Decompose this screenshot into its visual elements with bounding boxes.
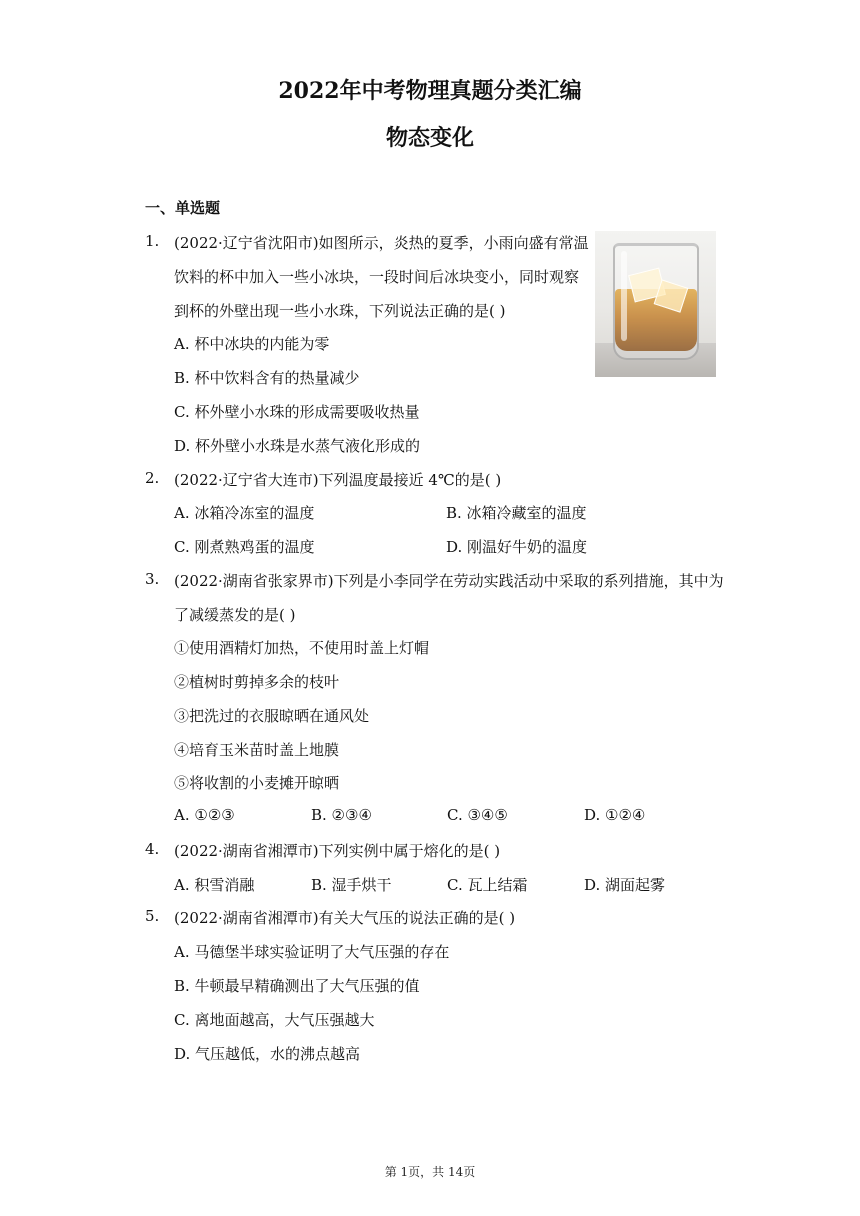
question-number: 1. [145, 232, 160, 250]
question-text-line: 饮料的杯中加入一些小冰块，一段时间后冰块变小，同时观察 [174, 268, 580, 286]
question-text-line: (2022·辽宁省大连市)下列温度最接近 4℃的是( ) [174, 471, 502, 489]
option-d: D. 湖面起雾 [584, 876, 666, 894]
option-c: C. ③④⑤ [447, 806, 508, 824]
option-c: C. 刚煮熟鸡蛋的温度 [174, 538, 315, 556]
question-number: 5. [145, 907, 160, 925]
section-title: 一、单选题 [145, 199, 221, 217]
option-b: B. ②③④ [311, 806, 372, 824]
question-text-line: (2022·辽宁省沈阳市)如图所示，炎热的夏季，小雨向盛有常温 [174, 234, 589, 252]
list-item: ①使用酒精灯加热，不使用时盖上灯帽 [174, 639, 430, 657]
option-a: A. 积雪消融 [174, 876, 255, 894]
question-text-line: (2022·湖南省张家界市)下列是小李同学在劳动实践活动中采取的系列措施，其中为 [174, 572, 724, 590]
option-d: D. 刚温好牛奶的温度 [446, 538, 588, 556]
question-text-line: (2022·湖南省湘潭市)有关大气压的说法正确的是( ) [174, 909, 516, 927]
option-d: D. 气压越低，水的沸点越高 [174, 1045, 361, 1063]
option-a: A. 马德堡半球实验证明了大气压强的存在 [174, 943, 450, 961]
page-title: 2022年中考物理真题分类汇编 [278, 78, 582, 104]
list-item: ③把洗过的衣服晾晒在通风处 [174, 707, 370, 725]
option-a: A. 杯中冰块的内能为零 [174, 335, 330, 353]
option-b: B. 湿手烘干 [311, 876, 392, 894]
option-b: B. 牛顿最早精确测出了大气压强的值 [174, 977, 420, 995]
option-a: A. ①②③ [174, 806, 235, 824]
option-c: C. 瓦上结霜 [447, 876, 528, 894]
option-c: C. 杯外壁小水珠的形成需要吸收热量 [174, 403, 420, 421]
list-item: ④培育玉米苗时盖上地膜 [174, 741, 340, 759]
page-subtitle: 物态变化 [385, 125, 474, 151]
question-text-line: 到杯的外壁出现一些小水珠，下列说法正确的是( ) [174, 302, 506, 320]
question-text-line: 了减缓蒸发的是( ) [174, 606, 296, 624]
option-a: A. 冰箱冷冻室的温度 [174, 504, 315, 522]
glass-of-iced-drink-photo [595, 231, 716, 377]
option-d: D. 杯外壁小水珠是水蒸气液化形成的 [174, 437, 421, 455]
question-text-line: (2022·湖南省湘潭市)下列实例中属于熔化的是( ) [174, 842, 501, 860]
option-b: B. 杯中饮料含有的热量减少 [174, 369, 360, 387]
question-number: 3. [145, 570, 160, 588]
option-b: B. 冰箱冷藏室的温度 [446, 504, 587, 522]
page-footer: 第 1页，共 14页 [384, 1165, 476, 1179]
list-item: ⑤将收割的小麦摊开晾晒 [174, 774, 340, 792]
question-number: 2. [145, 469, 160, 487]
list-item: ②植树时剪掉多余的枝叶 [174, 673, 340, 691]
question-number: 4. [145, 840, 160, 858]
option-c: C. 离地面越高，大气压强越大 [174, 1011, 375, 1029]
option-d: D. ①②④ [584, 806, 646, 824]
